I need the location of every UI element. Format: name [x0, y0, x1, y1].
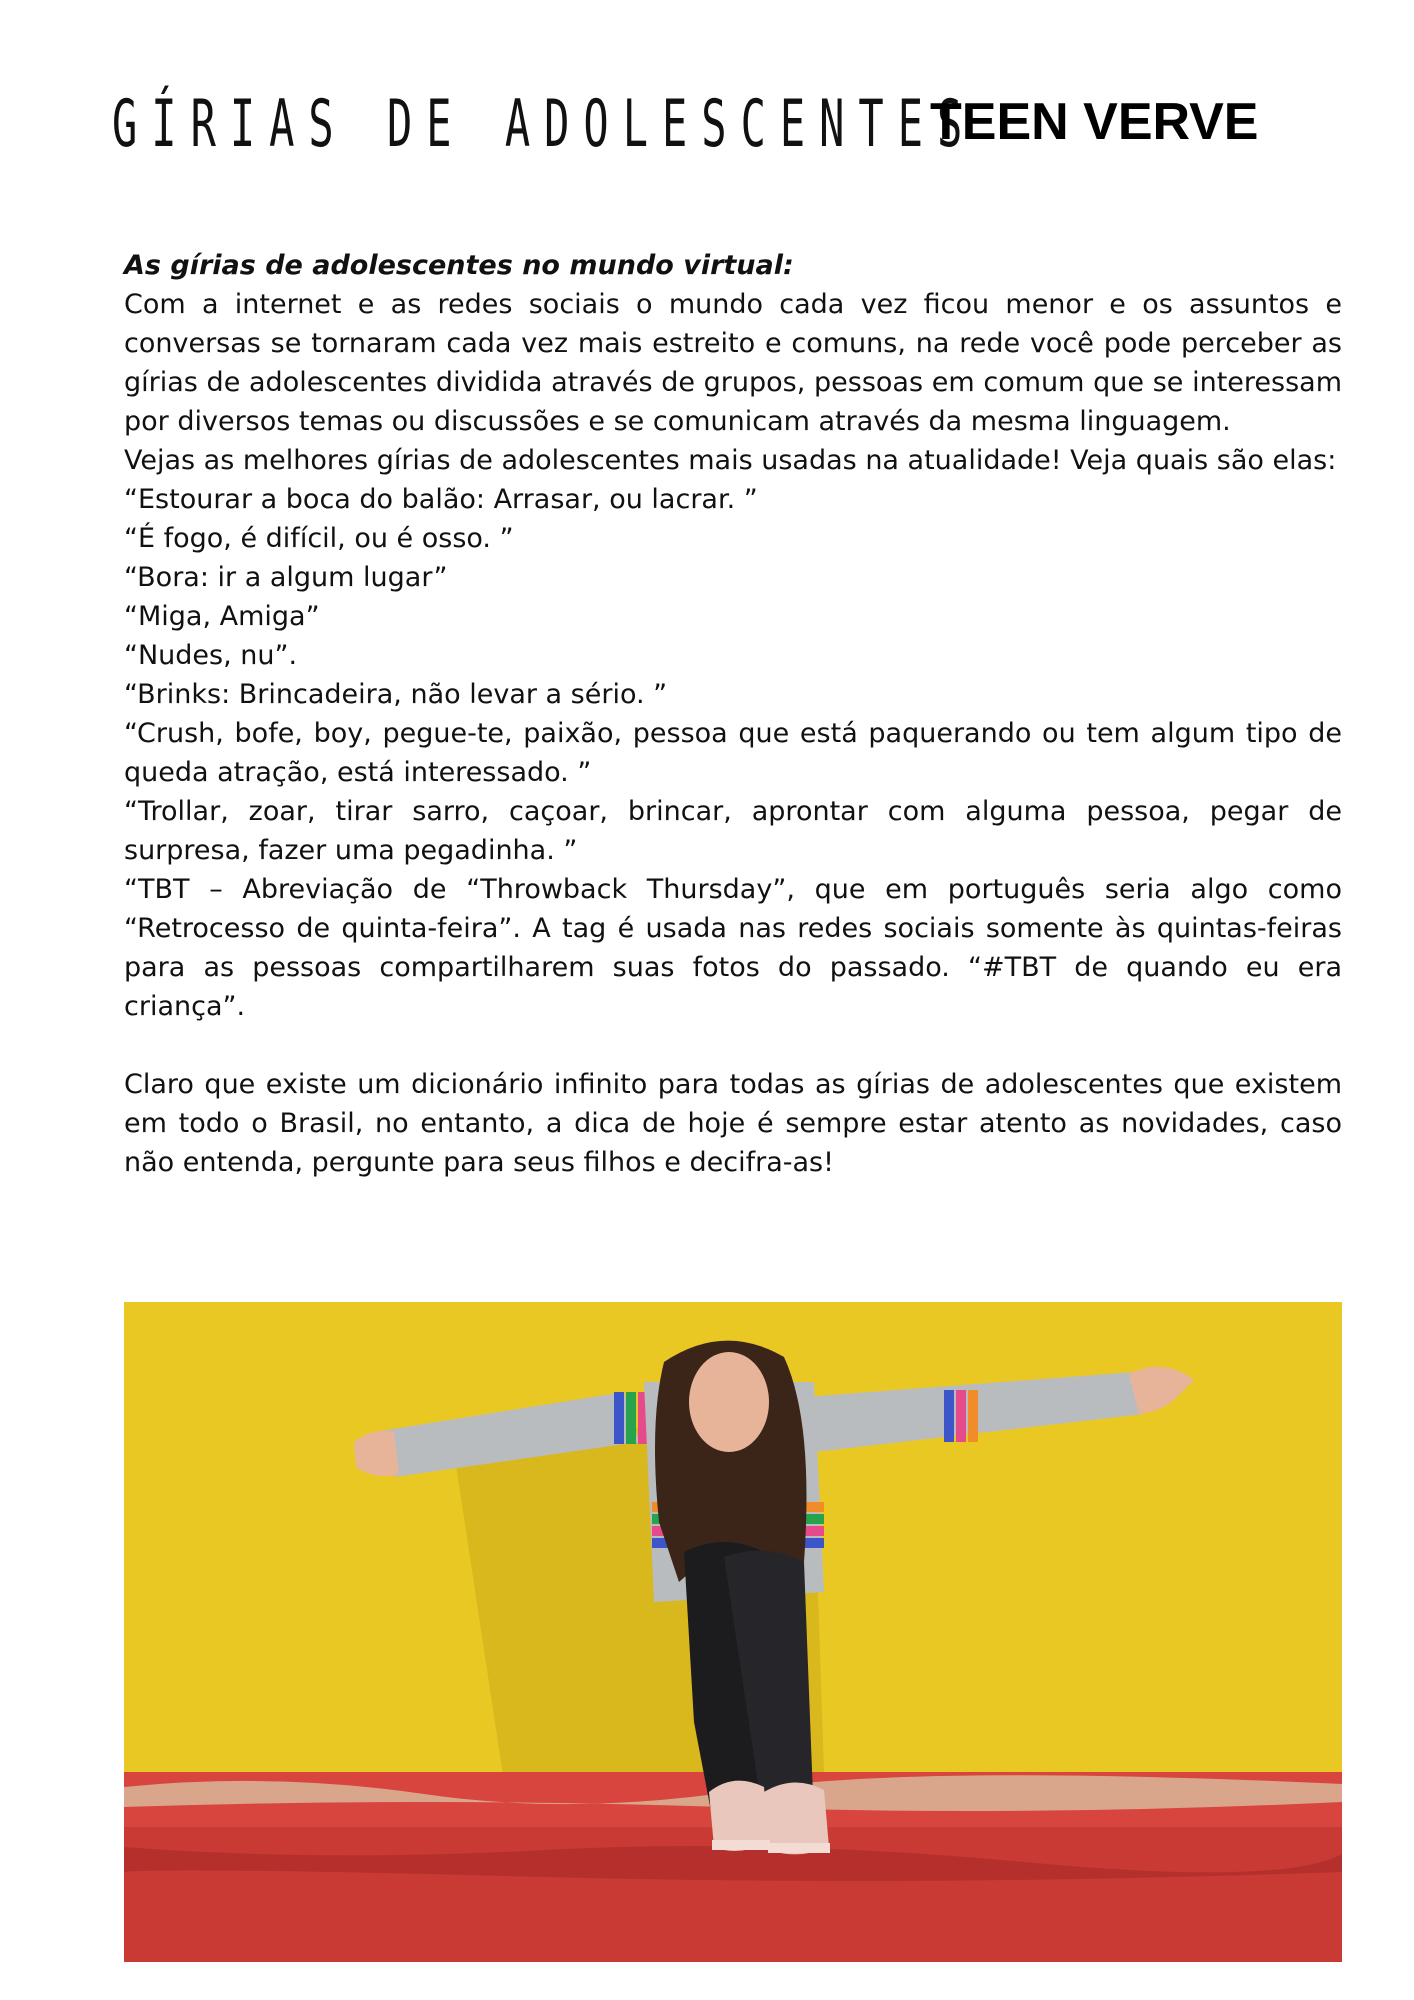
slang-item: “Brinks: Brincadeira, não levar a sério. ”: [124, 679, 668, 710]
photo-illustration: [124, 1302, 1342, 1962]
paragraph-closing: Claro que existe um dicionário infinito para todas as gírias de adolescentes que existem em todo o Brasil, no entanto, a dica de hoje é sempre estar atento as novidades, caso não entenda, pergunte para seus filhos e decifra-as!: [124, 1069, 1342, 1178]
document-title-text: GÍRIAS DE ADOLESCENTES: [112, 85, 977, 162]
paragraph-list-intro: Vejas as melhores gírias de adolescentes mais usadas na atualidade! Veja quais são elas:: [124, 445, 1337, 476]
stripe-orange: [968, 1390, 978, 1442]
right-sneaker-sole: [768, 1843, 830, 1853]
teen-girl-photo: [124, 1302, 1342, 1962]
slang-item: “TBT – Abreviação de “Throwback Thursday”, que em português seria algo como “Retrocesso de quinta-feira”. A tag é usada nas redes sociais somente às quintas-feiras para as pessoas compartilharem suas fotos do passado. “#TBT de quando eu era criança”.: [124, 874, 1342, 1022]
article-body: [124, 246, 1342, 1182]
article-heading: As gírias de adolescentes no mundo virtual:: [124, 250, 794, 281]
stripe-pink: [956, 1390, 966, 1442]
slang-item: “Crush, bofe, boy, pegue-te, paixão, pessoa que está paquerando ou tem algum tipo de queda atração, está interessado. ”: [124, 718, 1342, 788]
paragraph-intro: Com a internet e as redes sociais o mundo cada vez ficou menor e os assuntos e conversas se tornaram cada vez mais estreito e comuns, na rede você pode perceber as gírias de adolescentes dividida através de grupos, pessoas em comum que se interessam por diversos temas ou discussões e se comunicam através da mesma linguagem.: [124, 289, 1342, 437]
slang-item: “Bora: ir a algum lugar”: [124, 562, 448, 593]
brand-name: TEEN VERVE: [930, 93, 1259, 151]
slang-item: “Estourar a boca do balão: Arrasar, ou lacrar. ”: [124, 484, 758, 515]
left-hand: [354, 1431, 399, 1476]
paragraph-spacer: [124, 1026, 1342, 1065]
face: [689, 1352, 769, 1452]
stripe-blue: [614, 1392, 624, 1444]
slang-item: “Nudes, nu”.: [124, 640, 298, 671]
slang-item: “É fogo, é difícil, ou é osso. ”: [124, 523, 514, 554]
stripe-blue: [944, 1390, 954, 1442]
stripe-green: [626, 1392, 636, 1444]
slang-item: “Trollar, zoar, tirar sarro, caçoar, brincar, aprontar com alguma pessoa, pegar de surpresa, fazer uma pegadinha. ”: [124, 796, 1342, 866]
left-sneaker-sole: [712, 1840, 770, 1850]
slang-item: “Miga, Amiga”: [124, 601, 320, 632]
document-title: [112, 78, 977, 162]
